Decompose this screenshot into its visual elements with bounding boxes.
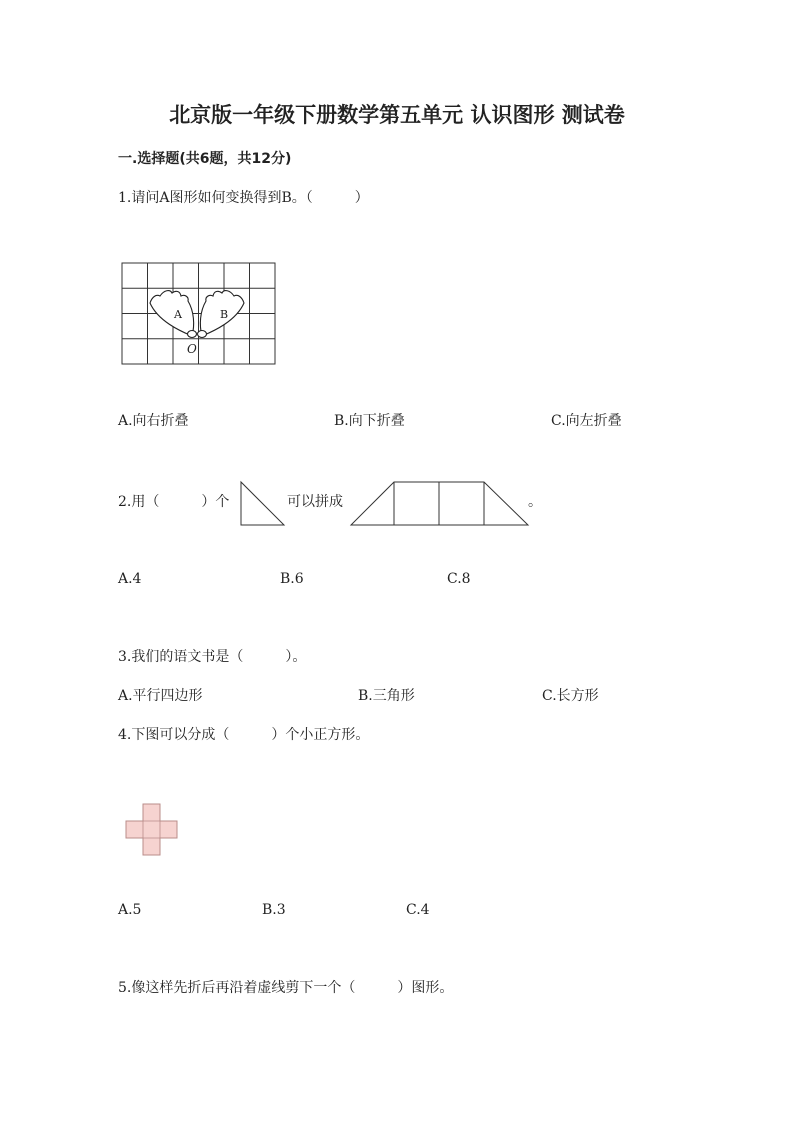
label-b: B (220, 308, 229, 321)
cross-shape-figure (125, 803, 179, 857)
label-origin: O (187, 342, 197, 356)
q3-option-a[interactable]: A.平行四边形 (118, 688, 203, 704)
q1-option-a[interactable]: A.向右折叠 (118, 413, 189, 429)
q1-option-b[interactable]: B.向下折叠 (334, 413, 405, 429)
petal-a-shape (150, 291, 194, 336)
q2-option-b[interactable]: B.6 (280, 571, 304, 587)
question-4-stem: 4.下图可以分成（ ）个小正方形。 (118, 727, 370, 743)
question-2-stem-part1: 2.用（ ）个 (118, 494, 230, 510)
question-2-stem-part2: 可以拼成 (287, 494, 343, 510)
question-1-grid-figure (122, 263, 276, 365)
section-heading: 一.选择题(共6题，共12分) (118, 151, 292, 167)
q4-option-a[interactable]: A.5 (118, 902, 142, 918)
q3-option-c[interactable]: C.长方形 (542, 688, 599, 704)
q4-option-c[interactable]: C.4 (406, 902, 430, 918)
question-5-stem: 5.像这样先折后再沿着虚线剪下一个（ ）图形。 (118, 980, 454, 996)
question-1-stem: 1.请问A图形如何变换得到B。（ ） (118, 190, 369, 206)
page-title: 北京版一年级下册数学第五单元 认识图形 测试卷 (169, 103, 625, 127)
q2-option-c[interactable]: C.8 (447, 571, 471, 587)
question-3-stem: 3.我们的语文书是（ ）。 (118, 649, 307, 665)
question-2-stem-part3: 。 (528, 494, 542, 510)
q1-option-c[interactable]: C.向左折叠 (551, 413, 622, 429)
right-triangle-figure (240, 481, 286, 527)
label-a: A (174, 308, 182, 321)
trapezoid-figure (350, 481, 530, 527)
q3-option-b[interactable]: B.三角形 (358, 688, 415, 704)
q4-option-b[interactable]: B.3 (262, 902, 286, 918)
q2-option-a[interactable]: A.4 (118, 571, 142, 587)
